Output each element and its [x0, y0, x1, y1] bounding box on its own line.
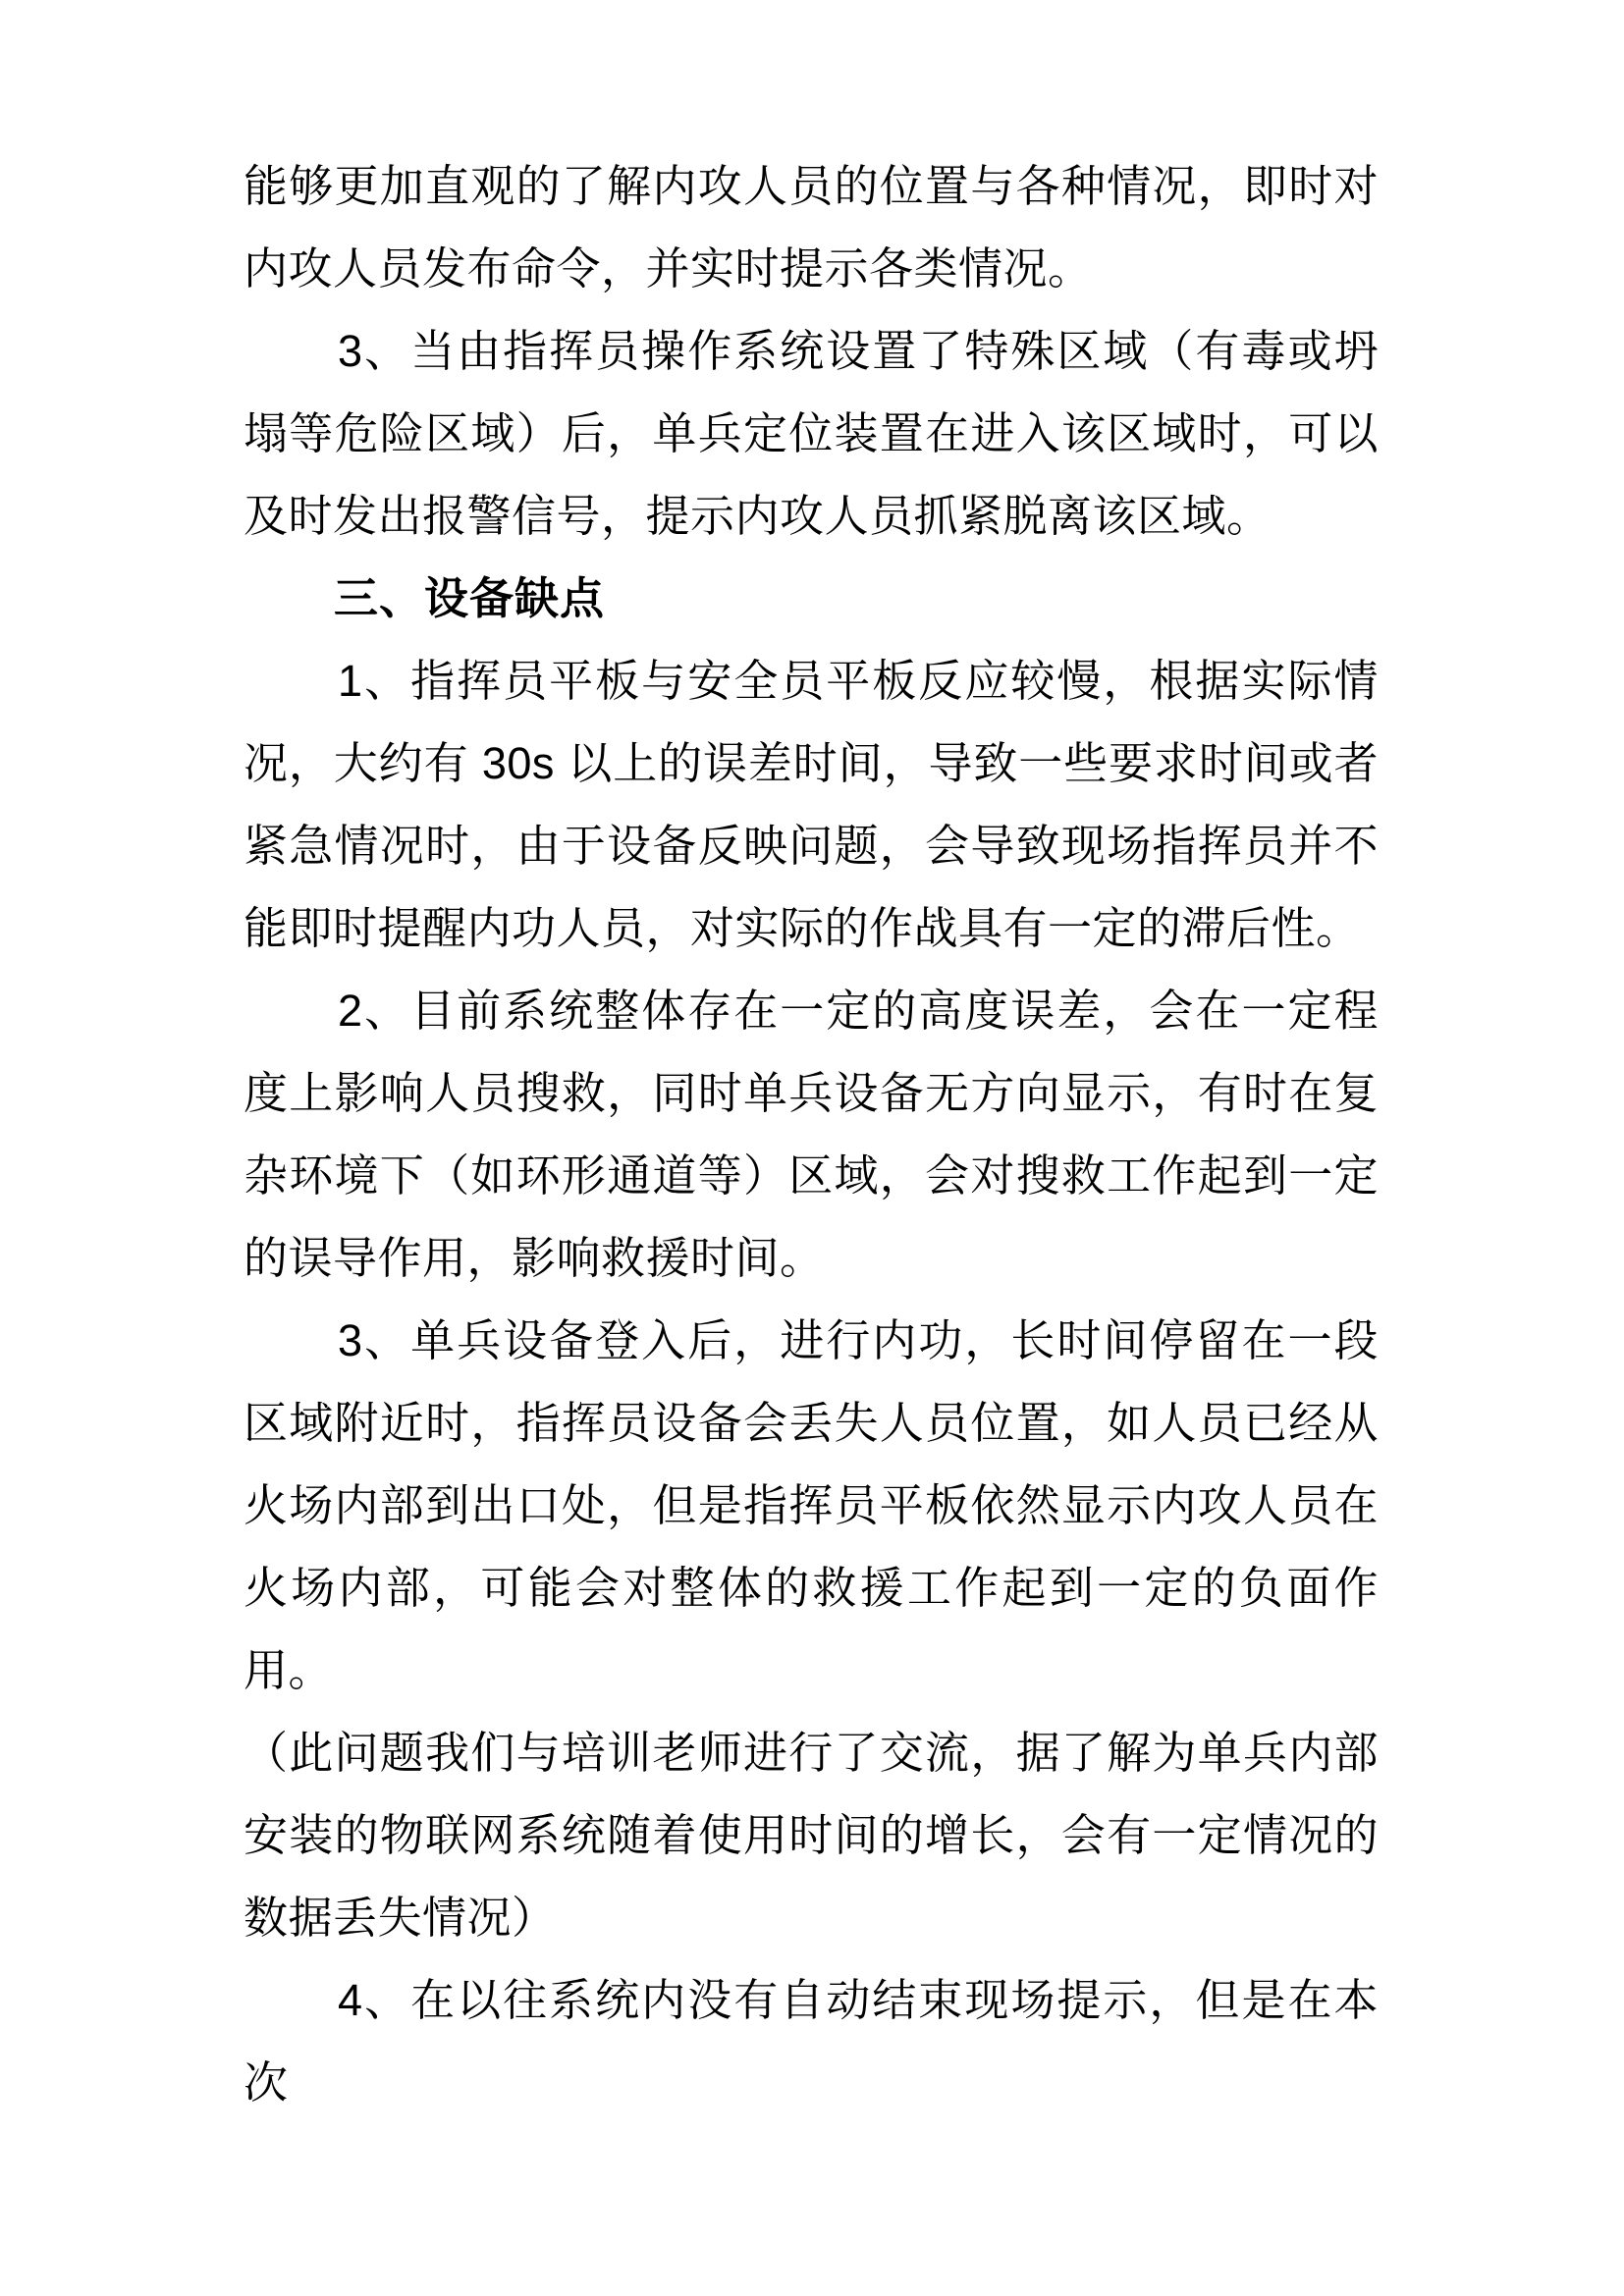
paragraph-continued: 能够更加直观的了解内攻人员的位置与各种情况，即时对内攻人员发布命令，并实时提示各类情况。 [244, 161, 1379, 294]
paragraph-item-4: 4、在以往系统内没有自动结束现场提示，但是在本次 [244, 1975, 1379, 2108]
paragraph-item-1: 1、指挥员平板与安全员平板反应较慢，根据实际情况，大约有 30s 以上的误差时间，导致一些要求时间或者紧急情况时，由于设备反映问题，会导致现场指挥员并不能即时提醒内功人员，对实际的作战具有一定的滞后性。 [244, 656, 1379, 953]
section-heading-equipment-drawbacks: 三、设备缺点 [334, 573, 606, 623]
document-body [244, 145, 1379, 2124]
paragraph-item-3-previous-section: 3、当由指挥员操作系统设置了特殊区域（有毒或坍塌等危险区域）后，单兵定位装置在进入该区域时，可以及时发出报警信号，提示内攻人员抓紧脱离该区域。 [244, 326, 1379, 541]
paragraph-item-2: 2、目前系统整体存在一定的高度误差，会在一定程度上影响人员搜救，同时单兵设备无方向显示，有时在复杂环境下（如环形通道等）区域，会对搜救工作起到一定的误导作用，影响救援时间。 [244, 986, 1379, 1283]
paragraph-parenthetical-note: （此问题我们与培训老师进行了交流，据了解为单兵内部安装的物联网系统随着使用时间的增长，会有一定情况的数据丢失情况） [244, 1728, 1379, 1943]
paragraph-item-3: 3、单兵设备登入后，进行内功，长时间停留在一段区域附近时，指挥员设备会丢失人员位置，如人员已经从火场内部到出口处，但是指挥员平板依然显示内攻人员在火场内部，可能会对整体的救援工作起到一定的负面作用。 [244, 1315, 1379, 1695]
